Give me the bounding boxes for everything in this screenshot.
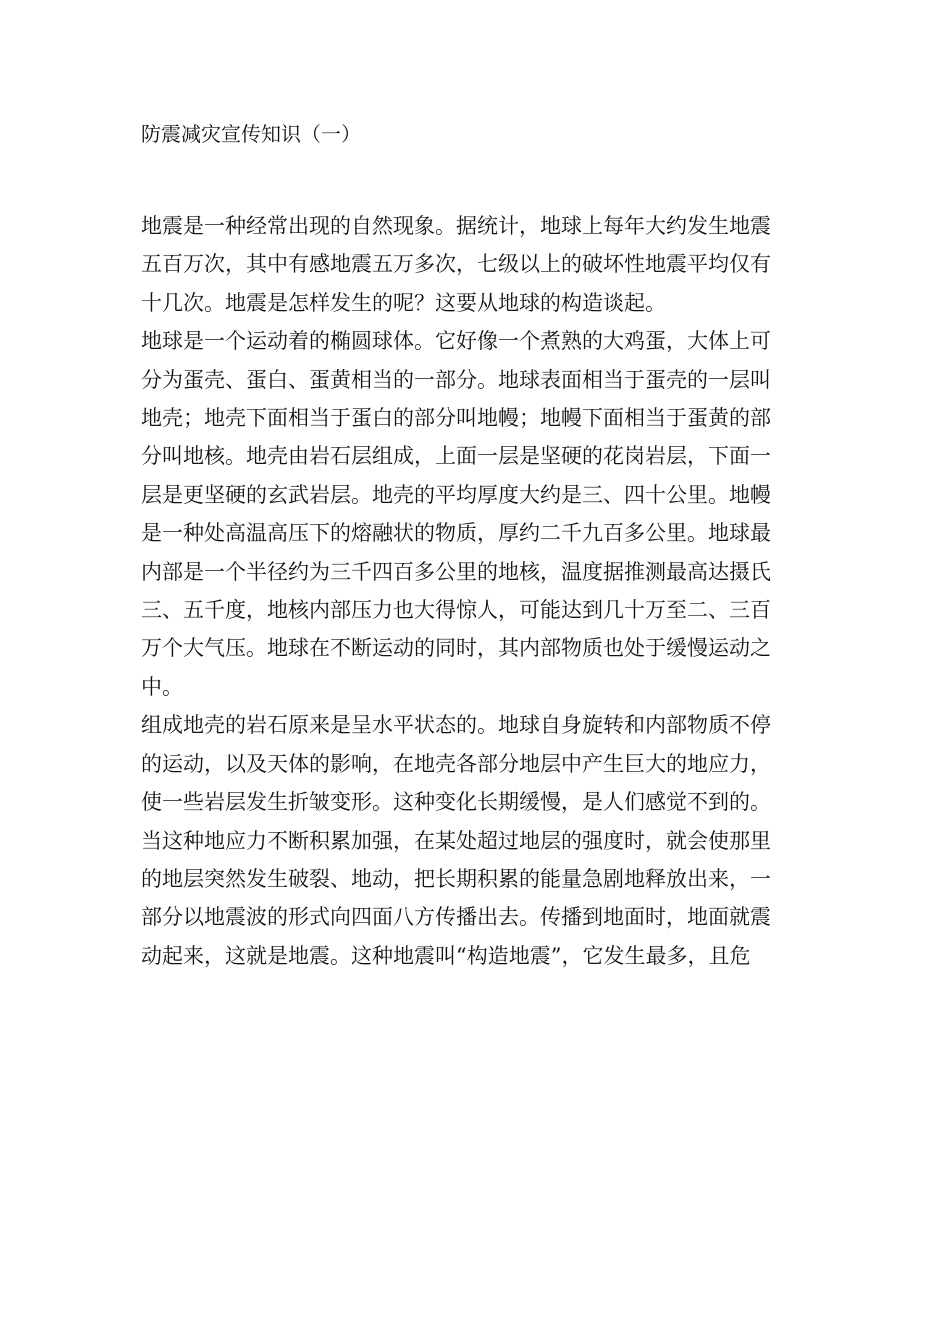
text-line: 地球是一个运动着的椭圆球体。它好像一个煮熟的大鸡蛋，大体上可 xyxy=(141,329,771,354)
text-line: 三、五千度，地核内部压力也大得惊人，可能达到几十万至二、三百 xyxy=(141,598,771,623)
text-line: 分叫地核。地壳由岩石层组成，上面一层是坚硬的花岗岩层，下面一 xyxy=(141,444,771,469)
text-line: 中。 xyxy=(141,674,183,699)
text-line: 层是更坚硬的玄武岩层。地壳的平均厚度大约是三、四十公里。地幔 xyxy=(141,482,771,507)
text-line: 分为蛋壳、蛋白、蛋黄相当的一部分。地球表面相当于蛋壳的一层叫 xyxy=(141,367,771,392)
text-line: 是一种处高温高压下的熔融状的物质，厚约二千九百多公里。地球最 xyxy=(141,521,771,546)
text-line: 的运动，以及天体的影响，在地壳各部分地层中产生巨大的地应力， xyxy=(141,751,771,776)
paragraph-1 xyxy=(141,207,821,322)
text-line: 五百万次，其中有感地震五万多次，七级以上的破坏性地震平均仅有 xyxy=(141,252,771,277)
text-line: 地震是一种经常出现的自然现象。据统计，地球上每年大约发生地震 xyxy=(141,214,771,238)
text-line: 地壳；地壳下面相当于蛋白的部分叫地幔；地幔下面相当于蛋黄的部 xyxy=(141,406,771,431)
text-line: 十几次。地震是怎样发生的呢？这要从地球的构造谈起。 xyxy=(141,290,666,315)
paragraph-2 xyxy=(141,322,821,706)
paragraph-3 xyxy=(141,706,821,975)
text-line: 使一些岩层发生折皱变形。这种变化长期缓慢，是人们感觉不到的。 xyxy=(141,790,771,815)
text-line: 当这种地应力不断积累加强，在某处超过地层的强度时，就会使那里 xyxy=(141,828,771,853)
text-line: 的地层突然发生破裂、地动，把长期积累的能量急剧地释放出来，一 xyxy=(141,866,771,891)
document-title: 防震减灾宣传知识（一） xyxy=(141,122,361,146)
text-line: 部分以地震波的形式向四面八方传播出去。传播到地面时，地面就震 xyxy=(141,905,771,930)
text-line: 万个大气压。地球在不断运动的同时，其内部物质也处于缓慢运动之 xyxy=(141,636,771,661)
document-body xyxy=(141,207,821,975)
text-line: 动起来，这就是地震。这种地震叫“构造地震”，它发生最多，且危 xyxy=(141,943,751,968)
text-line: 内部是一个半径约为三千四百多公里的地核，温度据推测最高达摄氏 xyxy=(141,559,771,584)
text-line: 组成地壳的岩石原来是呈水平状态的。地球自身旋转和内部物质不停 xyxy=(141,713,771,738)
